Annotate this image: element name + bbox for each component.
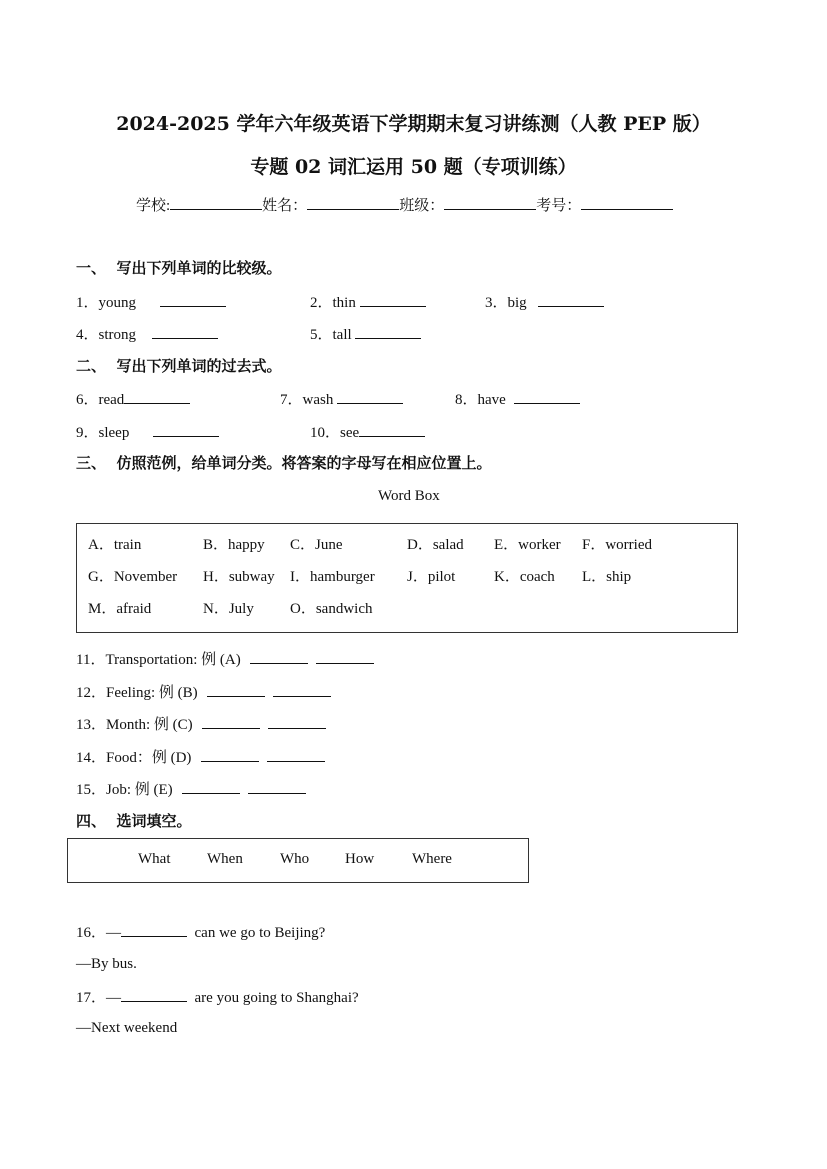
word-box-item: N．July [203, 601, 254, 617]
word-box-item: M．afraid [88, 601, 152, 617]
word-box-item: L．ship [582, 569, 632, 585]
class-label: 班级： [399, 198, 445, 214]
question-17: 17．— are you going to Shanghai? [76, 987, 359, 1007]
question-item: 1．young [76, 292, 226, 312]
page-subtitle: 专题 02 词汇运用 50 题（专项训练） [250, 156, 577, 178]
classify-question: 11．Transportation: 例 (A) [76, 649, 374, 669]
classify-question: 14．Food：例 (D) [76, 747, 325, 767]
number-label: 考号： [536, 198, 582, 214]
word-box-title: Word Box [378, 488, 440, 504]
name-label: 姓名： [262, 198, 308, 214]
question-16: 16．— can we go to Beijing? [76, 922, 325, 942]
student-info-line [136, 195, 673, 215]
page-title: 2024-2025 学年六年级英语下学期期末复习讲练测（人教 PEP 版） [116, 113, 711, 135]
question-item: 2．thin [310, 292, 426, 312]
question-item: 5．tall [310, 324, 421, 344]
section-heading: 一、 写出下列单词的比较级。 [76, 259, 282, 277]
word-box-item: J．pilot [407, 569, 456, 585]
question-item: 8．have [455, 389, 580, 409]
question-item: 9．sleep [76, 422, 219, 442]
question-item: 7．wash [280, 389, 403, 409]
classify-question: 13．Month: 例 (C) [76, 714, 326, 734]
word-choice: Who [280, 851, 310, 867]
word-box-item: G．November [88, 569, 178, 585]
word-box-item: B．happy [203, 537, 265, 553]
class-field[interactable] [444, 195, 536, 210]
question-item: 10．see [310, 422, 425, 442]
question-item: 4．strong [76, 324, 218, 344]
word-choice: What [138, 851, 171, 867]
word-choice: When [207, 851, 243, 867]
word-box-item: K．coach [494, 569, 555, 585]
classify-question: 12．Feeling: 例 (B) [76, 682, 331, 702]
section-heading: 三、 仿照范例，给单词分类。将答案的字母写在相应位置上。 [76, 454, 492, 472]
word-box-item: C．June [290, 537, 343, 553]
word-choice: Where [412, 851, 452, 867]
answer-16: —By bus. [76, 956, 137, 972]
word-box-item: F．worried [582, 537, 652, 553]
word-box-item: I．hamburger [290, 569, 375, 585]
section-heading: 四、 选词填空。 [76, 812, 192, 830]
number-field[interactable] [581, 195, 673, 210]
name-field[interactable] [307, 195, 399, 210]
word-box-item: H．subway [203, 569, 275, 585]
word-box-item: D．salad [407, 537, 464, 553]
section-heading: 二、 写出下列单词的过去式。 [76, 357, 282, 375]
word-box-item: A．train [88, 537, 142, 553]
classify-question: 15．Job: 例 (E) [76, 779, 306, 799]
word-choice: How [345, 851, 375, 867]
answer-17: —Next weekend [76, 1020, 178, 1036]
school-field[interactable] [170, 195, 262, 210]
word-box-item: O．sandwich [290, 601, 373, 617]
school-label: 学校: [136, 198, 171, 214]
word-box-item: E．worker [494, 537, 561, 553]
question-item: 3．big [485, 292, 604, 312]
question-item: 6．read [76, 389, 190, 409]
